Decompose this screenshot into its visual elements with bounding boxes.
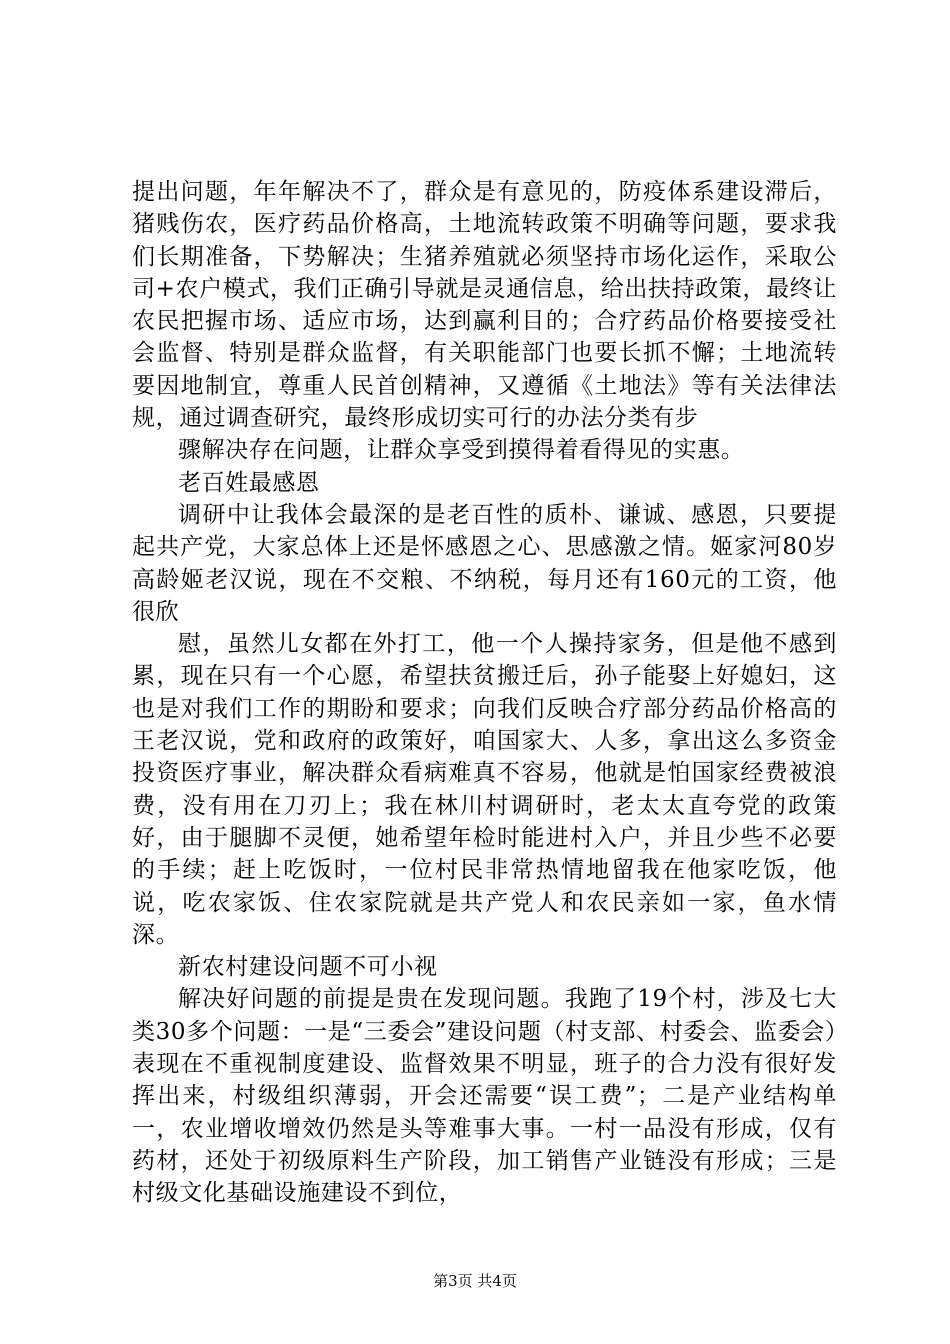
section-heading: 老百姓最感恩 <box>178 469 320 496</box>
section-heading: 新农村建设问题不可小视 <box>178 954 438 981</box>
paragraph: 骤解决存在问题，让群众享受到摸得着看得见的实惠。 <box>178 437 745 464</box>
paragraph: 调研中让我体会最深的是老百性的质朴、谦诚、感恩，只要提起共产党，大家总体上还是怀感恩之心、思感激之情。姬家河80岁高龄姬老汉说，现在不交粮、不纳税，每月还有160元的工资，他很欣 <box>132 501 837 625</box>
paragraph: 解决好问题的前提是贵在发现问题。我跑了19个村，涉及七大类30多个问题：一是“三委会”建设问题（村支部、村委会、监委会）表现在不重视制度建设、监督效果不明显，班子的合力没有很好发挥出来，村级组织薄弱，开会还需要“误工费”；二是产业结构单一，农业增收增效仍然是头等难事大事。一村一品没有形成，仅有药材，还处于初级原料生产阶段，加工销售产业链没有形成；三是村级文化基础设施建设不到位， <box>132 986 837 1207</box>
paragraph: 慰，虽然儿女都在外打工，他一个人操持家务，但是他不感到累，现在只有一个心愿，希望扶贫搬迁后，孙子能娶上好媳妇，这也是对我们工作的期盼和要求；向我们反映合疗部分药品价格高的王老汉说，党和政府的政策好，咱国家大、人多，拿出这么多资金投资医疗事业，解决群众看病难真不容易，他就是怕国家经费被浪费，没有用在刀刃上；我在林川村调研时，老太太直夸党的政策好，由于腿脚不灵便，她希望年检时能进村入户，并且少些不必要的手续；赶上吃饭时，一位村民非常热情地留我在他家吃饭，他说，吃农家饭、住农家院就是共产党人和农民亲如一家，鱼水情深。 <box>132 631 837 948</box>
page-footer <box>0 1271 950 1291</box>
paragraph-continued: 提出问题，年年解决不了，群众是有意见的，防疫体系建设滞后，猪贱伤农，医疗药品价格高，土地流转政策不明确等问题，要求我们长期准备，下势解决；生猪养殖就必须坚持市场化运作，采取公司+农户模式，我们正确引导就是灵通信息，给出扶持政策，最终让农民把握市场、适应市场，达到赢利目的；合疗药品价格要接受社会监督、特别是群众监督，有关职能部门也要长抓不懈；土地流转要因地制宜，尊重人民首创精神，又遵循《土地法》等有关法律法规，通过调查研究，最终形成切实可行的办法分类有步 <box>132 179 837 432</box>
body-text <box>132 176 837 1210</box>
page-number: 第3页 共4页 <box>433 1272 517 1290</box>
